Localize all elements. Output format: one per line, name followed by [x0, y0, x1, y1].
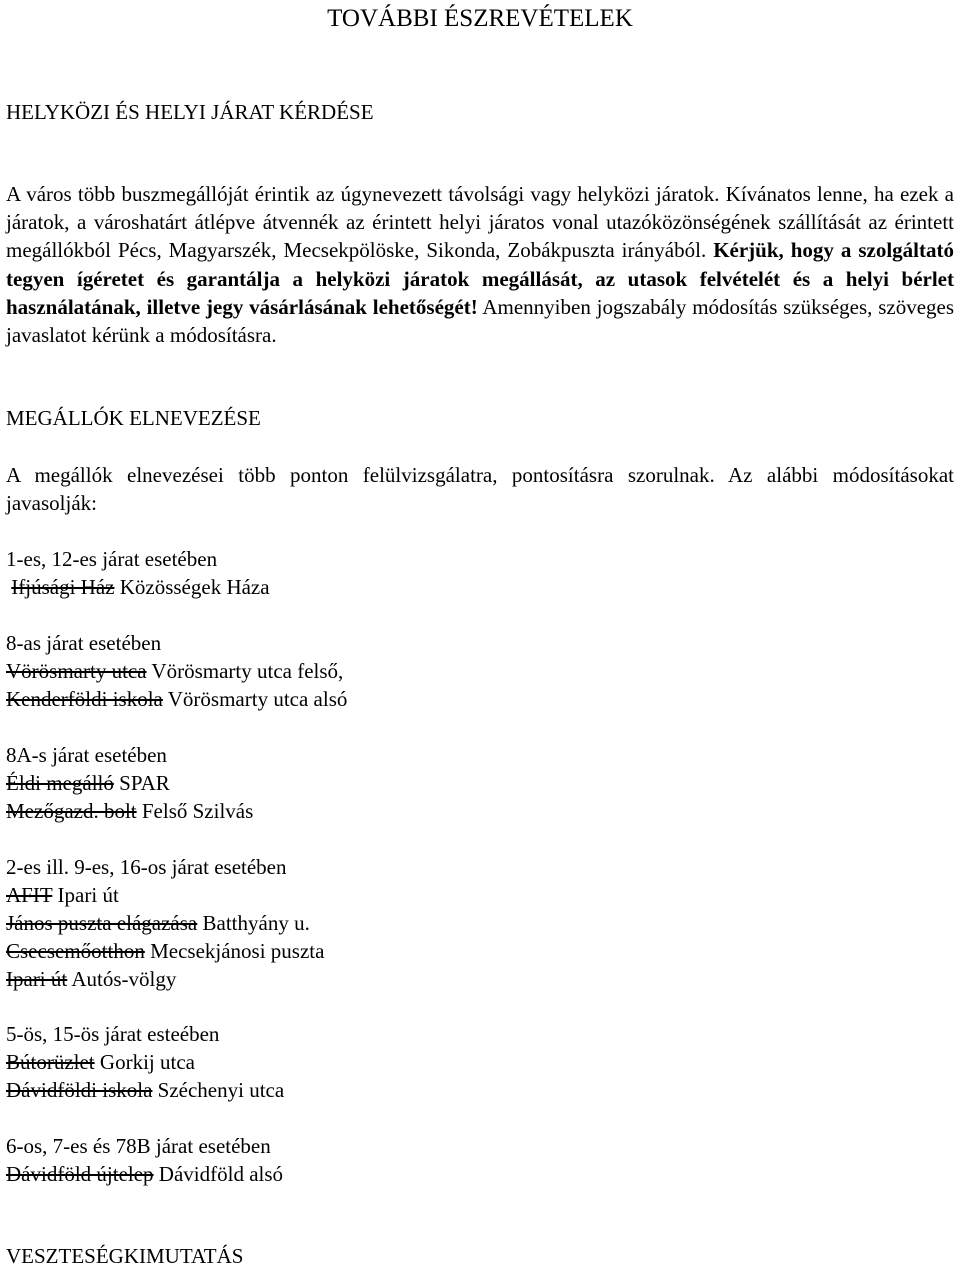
- route-group-title: 1-es, 12-es járat esetében: [6, 547, 218, 571]
- stop-rename-item: [6, 797, 954, 825]
- old-stop-name: Ifjúsági Ház: [11, 575, 115, 599]
- route-group-8: [6, 629, 954, 713]
- stop-rename-item: [6, 881, 954, 909]
- old-stop-name: Dávidföld újtelep: [6, 1162, 154, 1186]
- route-group-title: 6-os, 7-es és 78B járat esetében: [6, 1134, 271, 1158]
- section-heading-megallok: MEGÁLLÓK ELNEVEZÉSE: [6, 406, 261, 430]
- paragraph-closing-text: Amennyiben jogszabály módosítás szükséges, szöveges javaslatot kérünk a módosításra.: [6, 294, 955, 348]
- new-stop-name: Vörösmarty utca felső,: [151, 659, 344, 683]
- old-stop-name: AFIT: [6, 883, 53, 907]
- old-stop-name: Vörösmarty utca: [6, 659, 147, 683]
- route-group-title: 2-es ill. 9-es, 16-os járat esetében: [6, 855, 287, 879]
- new-stop-name: Felső Szilvás: [141, 799, 254, 823]
- new-stop-name: Vörösmarty utca alsó: [167, 687, 348, 711]
- stop-rename-item: [6, 685, 954, 713]
- stop-rename-item: [6, 1076, 954, 1104]
- new-stop-name: Dávidföld alsó: [158, 1162, 284, 1186]
- route-group-2-9-16: [6, 853, 954, 993]
- new-stop-name: SPAR: [119, 771, 170, 795]
- new-stop-name: Batthyány u.: [202, 911, 310, 935]
- old-stop-name: Dávidföldi iskola: [6, 1078, 153, 1102]
- new-stop-name: Ipari út: [57, 883, 119, 907]
- stop-rename-item: [6, 1160, 954, 1188]
- new-stop-name: Széchenyi utca: [157, 1078, 285, 1102]
- section-paragraph-megallok: A megállók elnevezései több ponton felülvizsgálatra, pontosításra szorulnak. Az alábbi módosításokat javasolják:: [6, 463, 954, 516]
- old-stop-name: Bútorüzlet: [6, 1050, 95, 1074]
- new-stop-name: Közösségek Háza: [119, 575, 270, 599]
- old-stop-name: Csecsemőotthon: [6, 939, 145, 963]
- paragraph-request-text: Kérjük, hogy a szolgáltató tegyen ígéretet és garantálja a helyközi járatok megállását, az utasok felvételét és a helyi bérlet használatának, illetve jegy vásárlásának lehetőségét!: [6, 238, 954, 319]
- route-group-6-7-78b: [6, 1132, 954, 1188]
- new-stop-name: Autós-völgy: [71, 967, 177, 991]
- route-group-title: 8-as járat esetében: [6, 631, 162, 655]
- stop-rename-item: [6, 965, 954, 993]
- stop-rename-item: [6, 573, 954, 601]
- stop-rename-item: [6, 909, 954, 937]
- old-stop-name: Ipari út: [6, 967, 68, 991]
- section-heading-helykozi: HELYKÖZI ÉS HELYI JÁRAT KÉRDÉSE: [6, 100, 374, 124]
- route-group-5-15: [6, 1020, 954, 1104]
- old-stop-name: Kenderföldi iskola: [6, 687, 163, 711]
- stop-rename-item: [6, 769, 954, 797]
- route-group-title: 8A-s járat esetében: [6, 743, 167, 767]
- paragraph-intro-text: A város több buszmegállóját érintik az úgynevezett távolsági vagy helyközi járatok. Kívánatos lenne, ha ezek a járatok, a városhatárt átlépve átvennék az érintett helyi járatos vonal utazóközönségének szállítását az érintett megállókból Pécs, Magyarszék, Mecsekpölöske, Sikonda, Zobákpuszta irányából.: [6, 182, 954, 263]
- route-group-8a: [6, 741, 954, 825]
- old-stop-name: Mezőgazd. bolt: [6, 799, 137, 823]
- stop-rename-item: [6, 657, 954, 685]
- route-group-1-12: [6, 545, 954, 601]
- old-stop-name: Éldi megálló: [6, 771, 114, 795]
- section-paragraph-helykozi: [6, 180, 954, 349]
- stop-rename-item: [6, 1048, 954, 1076]
- old-stop-name: János puszta elágazása: [6, 911, 198, 935]
- stop-rename-item: [6, 937, 954, 965]
- new-stop-name: Gorkij utca: [99, 1050, 195, 1074]
- page-title: TOVÁBBI ÉSZREVÉTELEK: [327, 5, 633, 32]
- new-stop-name: Mecsekjánosi puszta: [150, 939, 325, 963]
- section-heading-vesztesegkimutatas: VESZTESÉGKIMUTATÁS: [6, 1244, 244, 1268]
- route-group-title: 5-ös, 15-ös járat esteében: [6, 1022, 220, 1046]
